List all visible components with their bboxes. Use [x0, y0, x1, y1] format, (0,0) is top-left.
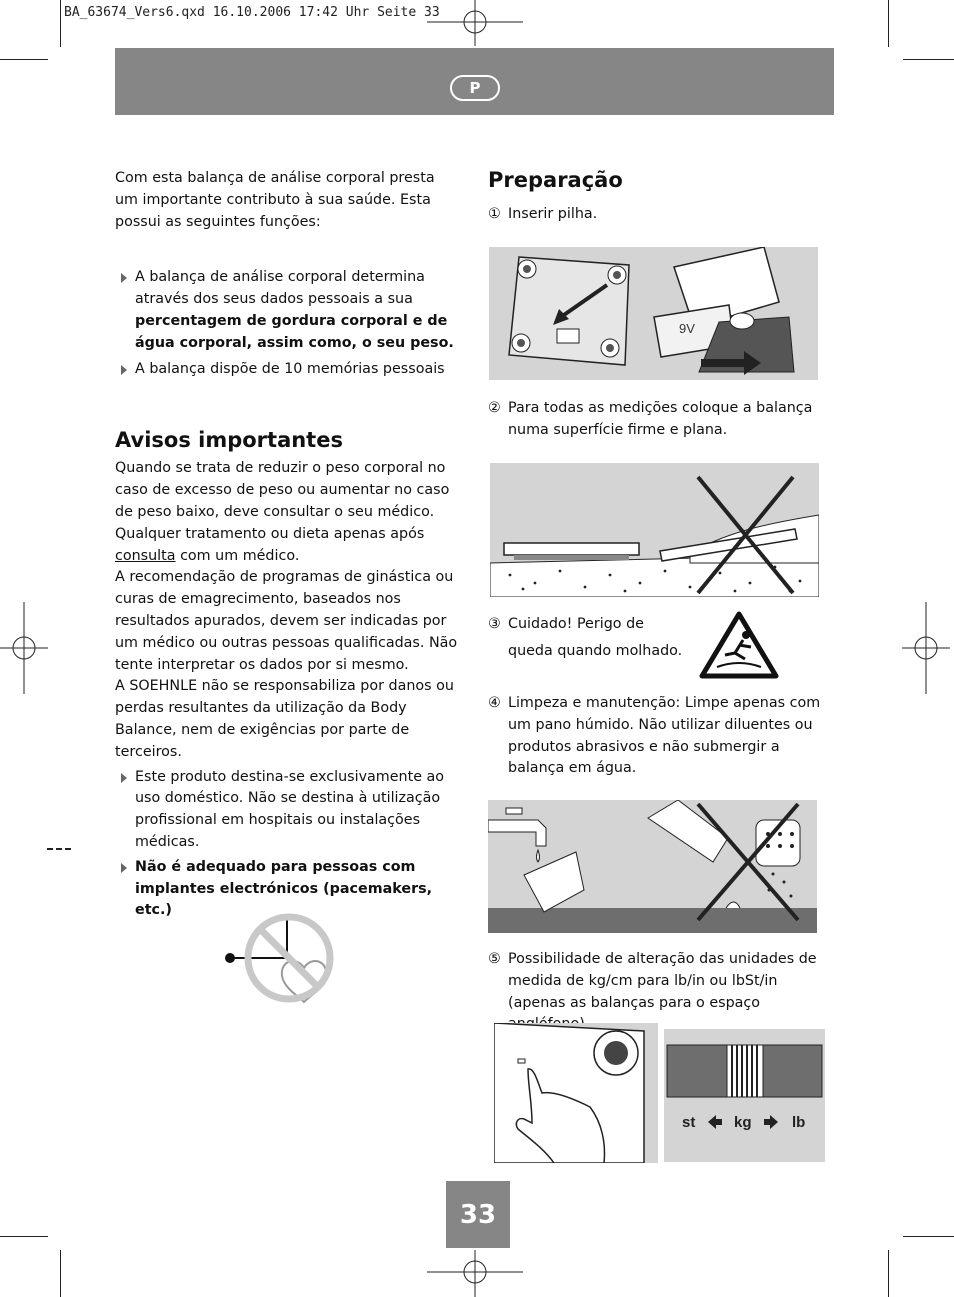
registration-mark-top — [427, 0, 523, 48]
unit-display-figure — [664, 1029, 825, 1162]
bullet-triangle-icon — [121, 365, 127, 375]
registration-mark-right — [902, 602, 950, 694]
left-column — [115, 168, 460, 922]
battery-label: 9V — [679, 321, 695, 336]
warnings-paragraph: Quando se trata de reduzir o peso corporal no caso de excesso de peso ou aumentar no caso de peso baixo, deve consultar o seu médico. Qualquer tratamento ou dieta apenas após consulta com um médico. — [115, 460, 450, 564]
warnings-paragraph: A SOEHNLE não se responsabiliza por danos ou perdas resultantes da utilização da Body Balance, nem de exigências por parte de terceiros. — [115, 678, 454, 760]
unit-switch-figure — [494, 1023, 658, 1163]
margin-mark — [47, 848, 71, 850]
step-2-block — [488, 398, 830, 442]
unit-st-label: st — [682, 1114, 696, 1131]
crop-mark — [888, 1250, 889, 1297]
language-badge: P — [450, 75, 500, 101]
registration-mark-left — [0, 602, 48, 694]
crop-mark — [0, 1236, 48, 1237]
firm-surface-figure — [490, 463, 819, 597]
step-4: ④ Limpeza e manutenção: Limpe apenas com um pano húmido. Não utilizar diluentes ou produtos abrasivos e não submergir a balança em água. — [488, 695, 821, 777]
bullet-triangle-icon — [121, 773, 127, 783]
feature-item: A balança dispõe de 10 memórias pessoais — [115, 359, 460, 381]
crop-mark — [903, 59, 954, 60]
no-pacemaker-icon — [222, 908, 340, 1008]
warning-item: Não é adequado para pessoas com implantes electrónicos (pacemakers, etc.) — [115, 857, 460, 922]
unit-lb-label: lb — [792, 1114, 806, 1131]
bullet-triangle-icon — [121, 273, 127, 283]
crop-mark — [60, 1250, 61, 1297]
battery-insert-figure — [489, 247, 818, 380]
step-1: ① Inserir pilha. — [488, 206, 598, 222]
warnings-paragraph: A recomendação de programas de ginástica ou curas de emagrecimento, baseados nos resultados apurados, devem ser indicadas por um médico ou outras pessoas qualificadas. Não tente interpretar os dados por si mesmo. — [115, 569, 458, 673]
warning-item: Este produto destina-se exclusivamente ao uso doméstico. Não se destina à utilização profissional em hospitais ou instalações médicas. — [115, 767, 460, 854]
step-4-block — [488, 693, 830, 780]
file-slug: BA_63674_Vers6.qxd 16.10.2006 17:42 Uhr Seite 33 — [64, 5, 440, 20]
crop-mark — [903, 1236, 954, 1237]
bullet-triangle-icon — [121, 863, 127, 873]
crop-mark — [0, 59, 48, 60]
unit-kg-label: kg — [734, 1114, 752, 1131]
warnings-heading: Avisos importantes — [115, 428, 343, 453]
cleaning-figure — [488, 800, 817, 933]
intro-paragraph: Com esta balança de análise corporal presta um importante contributo à sua saúde. Esta possui as seguintes funções: — [115, 170, 435, 230]
feature-item: A balança de análise corporal determina através dos seus dados pessoais a sua percentagem de gordura corporal e de água corporal, assim como, o seu peso. — [115, 267, 460, 354]
step-2: ② Para todas as medições coloque a balança numa superfície firme e plana. — [488, 400, 813, 438]
crop-mark — [60, 0, 61, 47]
step-3-block — [488, 611, 688, 665]
preparation-heading: Preparação — [488, 168, 623, 192]
step-3: ③ Cuidado! Perigo de queda quando molhado. — [488, 616, 683, 659]
registration-mark-bottom — [427, 1250, 523, 1297]
step-5: ⑤ Possibilidade de alteração das unidades de medida de kg/cm para lb/in ou lbSt/in (apenas as balanças para o espaço — [488, 951, 817, 1011]
slippery-warning-icon — [699, 611, 779, 679]
right-column — [488, 166, 830, 226]
crop-mark — [888, 0, 889, 47]
page-number: 33 — [446, 1181, 510, 1248]
